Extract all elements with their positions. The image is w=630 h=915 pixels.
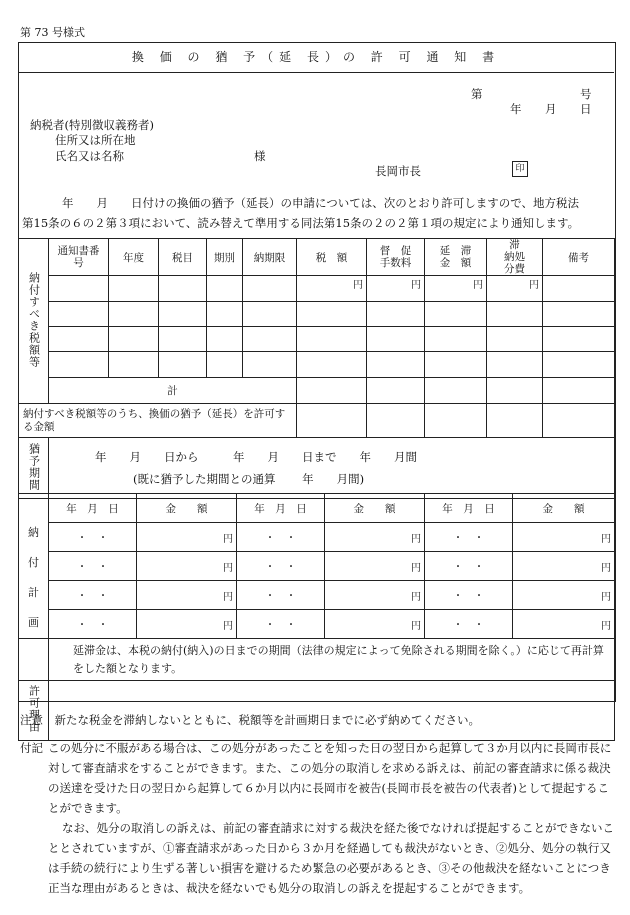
plan-date[interactable]: ・ ・ <box>49 552 137 581</box>
cell[interactable] <box>159 276 207 302</box>
cell[interactable] <box>543 404 615 438</box>
header-period: 期別 <box>207 239 243 276</box>
header-notice-no: 通知書番 号 <box>49 239 109 276</box>
date-year: 年 <box>510 102 522 116</box>
plan-date[interactable]: ・ ・ <box>49 523 137 552</box>
cell[interactable] <box>207 276 243 302</box>
grant-row <box>19 404 615 438</box>
form-number: 第 73 号様式 <box>20 26 85 39</box>
header-remarks: 備考 <box>543 239 615 276</box>
form-title: 換 価 の 猶 予（延 長）の 許 可 通 知 書 <box>18 42 614 73</box>
col-date: 年 月 日 <box>237 494 325 523</box>
plan-amount[interactable]: 円 <box>137 552 237 581</box>
header-tax-amount: 税 額 <box>297 239 367 276</box>
cell[interactable] <box>487 404 543 438</box>
cell[interactable] <box>243 327 297 352</box>
plan-row <box>19 610 615 639</box>
cell[interactable] <box>367 302 425 327</box>
plan-row <box>19 552 615 581</box>
table-row <box>19 302 615 327</box>
cell[interactable] <box>297 327 367 352</box>
plan-amount[interactable]: 円 <box>325 523 425 552</box>
table-row <box>19 327 615 352</box>
taxpayer-label: 納税者(特別徴収義務者) <box>30 118 154 132</box>
cell[interactable] <box>487 378 543 404</box>
plan-row <box>19 581 615 610</box>
cell[interactable] <box>49 302 109 327</box>
total-label: 計 <box>49 378 297 404</box>
plan-note: 延滞金は、本税の納付(納入)の日までの期間（法律の規定によって免除される期間を除く。）に応じて再計算をした額となります。 <box>49 639 615 681</box>
plan-date[interactable]: ・ ・ <box>49 581 137 610</box>
header-year: 年度 <box>109 239 159 276</box>
supplement-note <box>20 738 616 898</box>
cell[interactable] <box>109 302 159 327</box>
plan-date[interactable]: ・ ・ <box>425 523 513 552</box>
header-delinquency: 延 滞金 額 <box>425 239 487 276</box>
supplement-label: 付記 <box>20 741 43 755</box>
plan-amount[interactable]: 円 <box>137 523 237 552</box>
cell[interactable] <box>425 327 487 352</box>
yen-unit: 円 <box>297 276 367 302</box>
intro-paragraph <box>22 193 608 233</box>
cell[interactable] <box>109 352 159 378</box>
period-line-2: (既に猶予した期間との通算 年 月間) <box>133 472 365 486</box>
plan-date[interactable]: ・ ・ <box>237 610 325 639</box>
cell[interactable] <box>297 302 367 327</box>
period-line-1: 年 月 日から 年 月 日まで 年 月間 <box>95 450 417 464</box>
cell[interactable] <box>543 276 615 302</box>
cell[interactable] <box>109 276 159 302</box>
address-label: 住所又は所在地 <box>55 133 136 147</box>
plan-date[interactable]: ・ ・ <box>49 610 137 639</box>
header-tax-item: 税目 <box>159 239 207 276</box>
plan-date[interactable]: ・ ・ <box>237 552 325 581</box>
plan-amount[interactable]: 円 <box>137 610 237 639</box>
yen-unit: 円 <box>425 276 487 302</box>
yen-unit: 円 <box>367 276 425 302</box>
col-amount: 金 額 <box>137 494 237 523</box>
honorific: 様 <box>254 149 266 163</box>
cell[interactable] <box>159 327 207 352</box>
cell[interactable] <box>243 302 297 327</box>
cell[interactable] <box>243 352 297 378</box>
cell[interactable] <box>543 378 615 404</box>
col-date: 年 月 日 <box>49 494 137 523</box>
cell[interactable] <box>49 276 109 302</box>
cell[interactable] <box>487 327 543 352</box>
col-date: 年 月 日 <box>425 494 513 523</box>
header-demand-fee: 督 促手数料 <box>367 239 425 276</box>
cell[interactable] <box>487 352 543 378</box>
grant-label: 納付すべき税額等のうち、換価の猶予（延長）を許可する金額 <box>19 404 297 438</box>
seal-mark: 印 <box>512 161 528 177</box>
cell[interactable] <box>543 302 615 327</box>
cell[interactable] <box>207 327 243 352</box>
cell[interactable] <box>543 352 615 378</box>
cell[interactable] <box>367 404 425 438</box>
plan-amount[interactable]: 円 <box>513 523 615 552</box>
tax-side-label: 納付すべき税額等 <box>19 239 49 404</box>
period-content <box>49 438 615 499</box>
cell[interactable] <box>207 302 243 327</box>
plan-amount[interactable]: 円 <box>325 610 425 639</box>
date-month: 月 <box>545 102 557 116</box>
plan-row <box>19 523 615 552</box>
cell[interactable] <box>49 352 109 378</box>
period-side-label: 猶予期間 <box>19 438 49 499</box>
cell[interactable] <box>49 327 109 352</box>
plan-amount[interactable]: 円 <box>137 581 237 610</box>
doc-number-prefix: 第 <box>471 87 483 101</box>
cell[interactable] <box>367 378 425 404</box>
cell[interactable] <box>159 352 207 378</box>
plan-amount[interactable]: 円 <box>325 552 425 581</box>
cell[interactable] <box>425 302 487 327</box>
cell[interactable] <box>543 327 615 352</box>
plan-amount[interactable]: 円 <box>513 610 615 639</box>
header-due-date: 納期限 <box>243 239 297 276</box>
table-row <box>19 276 615 302</box>
period-row <box>19 438 615 499</box>
cell[interactable] <box>367 327 425 352</box>
plan-amount[interactable]: 円 <box>325 581 425 610</box>
cell[interactable] <box>487 302 543 327</box>
plan-date[interactable]: ・ ・ <box>425 581 513 610</box>
table-row <box>19 352 615 378</box>
supplement-p2: なお、処分の取消しの訴えは、前記の審査請求に対する裁決を経た後でなければ提起することができないこととされていますが、①審査請求があった日から３か月を経過しても裁決がないとき、②処分、処分の執行又は手続の続行により生ずる著しい損害を避けるため緊急の必要があるとき、③その他裁決を経ないことにつき正当な理由があるときは、裁決を経ないでも処分の取消しの訴えを提起することができます。 <box>48 821 614 895</box>
cell[interactable] <box>109 327 159 352</box>
plan-date[interactable]: ・ ・ <box>237 581 325 610</box>
reason-side-label: 許可理由 <box>19 681 49 741</box>
cell[interactable] <box>425 378 487 404</box>
date-day: 日 <box>580 102 592 116</box>
mayor-label: 長岡市長 <box>375 164 421 178</box>
plan-date[interactable]: ・ ・ <box>425 552 513 581</box>
cell[interactable] <box>297 352 367 378</box>
cell[interactable] <box>159 302 207 327</box>
doc-number-suffix: 号 <box>580 87 592 101</box>
tax-amount-table <box>18 238 615 499</box>
col-amount: 金 額 <box>325 494 425 523</box>
name-label: 氏名又は名称 <box>55 149 124 163</box>
supplement-p1: この処分に不服がある場合は、この処分があったことを知った日の翌日から起算して３か月以内に長岡市長に対して審査請求をすることができます。また、この処分の取消しを求める訴えは、前記の審査請求に係る裁決の送達を受けた日の翌日から起算して６か月以内に長岡市を被告(長岡市長を被告の代表者)として提起することができます。 <box>48 741 612 815</box>
plan-date[interactable]: ・ ・ <box>425 610 513 639</box>
cell[interactable] <box>243 276 297 302</box>
yen-unit: 円 <box>487 276 543 302</box>
plan-amount[interactable]: 円 <box>513 581 615 610</box>
plan-side-label: 納 付 計 画 <box>19 494 49 639</box>
total-row <box>19 378 615 404</box>
cell[interactable] <box>367 352 425 378</box>
plan-side-spacer <box>19 639 49 681</box>
cell[interactable] <box>297 378 367 404</box>
plan-amount[interactable]: 円 <box>513 552 615 581</box>
cell[interactable] <box>425 352 487 378</box>
caution-note: 注意 新たな税金を滞納しないとともに、税額等を計画期日までに必ず納めてください。 <box>20 713 480 727</box>
col-amount: 金 額 <box>513 494 615 523</box>
header-disposal-cost: 滞 納処分費 <box>487 239 543 276</box>
cell[interactable] <box>297 404 367 438</box>
payment-plan-table <box>18 493 615 741</box>
intro-line-2: 第15条の６の２第３項において、読み替えて準用する同法第15条の２の２第１項の規定により通知します。 <box>22 216 580 230</box>
plan-date[interactable]: ・ ・ <box>237 523 325 552</box>
cell[interactable] <box>425 404 487 438</box>
intro-line-1: 年 月 日付けの換価の猶予（延長）の申請については、次のとおり許可しますので、地方税法 <box>62 196 580 210</box>
cell[interactable] <box>207 352 243 378</box>
